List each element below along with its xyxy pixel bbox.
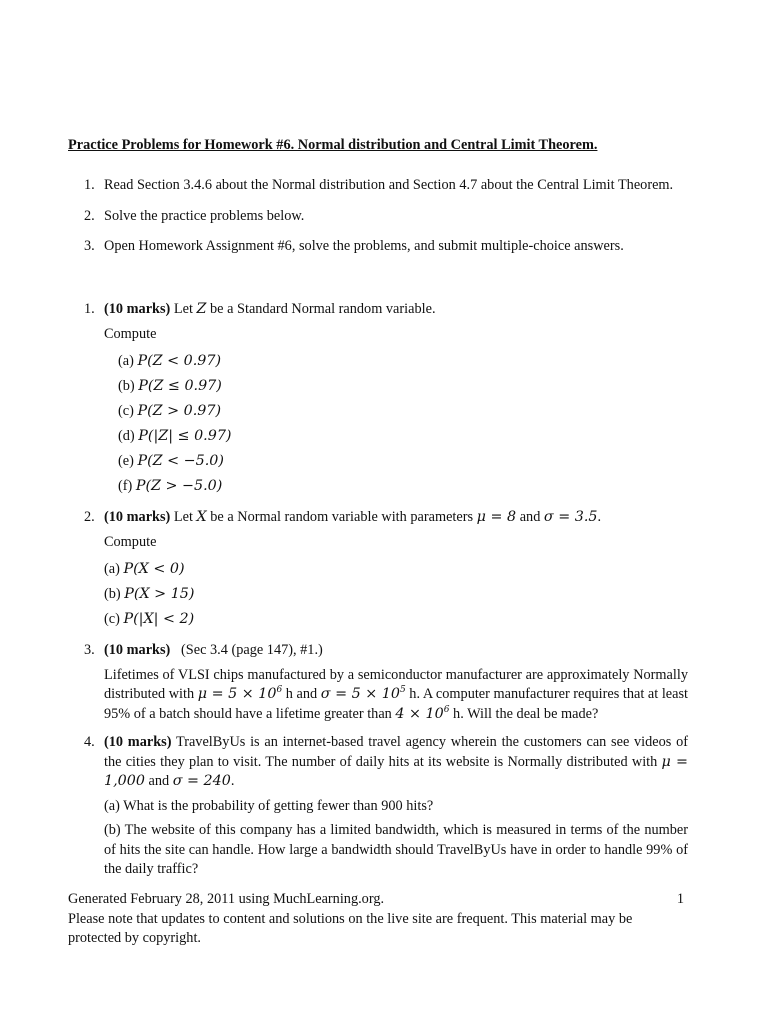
- subquestion: [104, 349, 688, 374]
- subquestion: [104, 557, 688, 582]
- problem-body: [104, 666, 688, 725]
- sub-label: (c): [118, 403, 138, 419]
- math-expression: P(|Z| ≤ 0.97): [138, 428, 232, 444]
- copyright-note: Please note that updates to content and solutions on the live site are frequent. This material may be protected by copyright.: [68, 910, 633, 946]
- math-expression: P(Z < −5.0): [137, 453, 224, 469]
- subquestion: [104, 474, 688, 499]
- statement-text: and: [516, 509, 544, 525]
- problem-2: [68, 508, 688, 632]
- step-text: Solve the practice problems below.: [104, 207, 305, 224]
- problem-marks: (10 marks): [104, 301, 171, 317]
- generated-note: Generated February 28, 2011 using MuchLearning.org.: [68, 891, 385, 907]
- math-expression: P(Z > 0.97): [137, 403, 222, 419]
- subquestion: [104, 374, 688, 399]
- math-exponent: 5: [399, 685, 406, 696]
- sub-label: (e): [118, 453, 138, 469]
- question-b: (b) The website of this company has a limited bandwidth, which is measured in terms of the number of hits the site can handle. How large a bandwidth should TravelByUs have in order to handle 99% of the daily traffic?: [104, 822, 688, 877]
- problem-1: [68, 300, 688, 499]
- math-base: 4 × 10: [395, 705, 444, 722]
- step-text: Read Section 3.4.6 about the Normal distribution and Section 4.7 about the Central Limit Theorem.: [104, 177, 674, 193]
- math-sigma: [321, 686, 406, 702]
- subquestion: [104, 424, 688, 449]
- math-expression: P(Z ≤ 0.97): [138, 378, 222, 394]
- problem-statement: [104, 300, 688, 320]
- problem-marks: (10 marks): [104, 734, 172, 750]
- sub-label: (c): [104, 611, 124, 627]
- math-expression: P(|X| < 2): [123, 611, 195, 627]
- intro-step: [68, 237, 688, 257]
- subquestion: [104, 582, 688, 607]
- problem-list: [68, 300, 688, 889]
- sub-label: (a): [104, 561, 124, 577]
- math-expression: P(Z < 0.97): [137, 353, 222, 369]
- statement-text: Let: [170, 301, 197, 317]
- statement-text: h and: [282, 686, 321, 702]
- footer-line: [68, 890, 684, 910]
- problem-4: [68, 733, 688, 880]
- intro-step: [68, 207, 688, 227]
- statement-text: .: [597, 509, 602, 525]
- subquestion: [104, 607, 688, 632]
- math-var: X: [196, 509, 207, 525]
- intro-steps: [68, 176, 688, 268]
- question-a: (a) What is the probability of getting fewer than 900 hits?: [104, 797, 434, 814]
- page-number: 1: [676, 891, 684, 907]
- math-expression: P(X < 0): [123, 561, 185, 577]
- problem-statement: [104, 641, 688, 661]
- problem-number: 3.: [84, 642, 95, 658]
- math-bound: [395, 706, 449, 722]
- problem-statement: [104, 733, 688, 792]
- math-expression: P(X > 15): [124, 586, 195, 602]
- compute-label: Compute: [104, 325, 157, 342]
- problem-marks: (10 marks): [104, 642, 171, 658]
- math-base: μ = 5 × 10: [197, 686, 277, 702]
- statement-text: and: [144, 773, 173, 789]
- step-number: 1.: [84, 177, 95, 193]
- statement-text: Lifetimes of VLSI chips manufactured by a semiconductor manufacturer are approximately Normally distributed with: [104, 666, 688, 702]
- statement-text: h. Will the deal be made?: [449, 705, 599, 722]
- math-sigma: σ = 240: [172, 773, 231, 789]
- statement-text: TravelByUs is an internet-based travel agency wherein the customers can see videos of the cities they plan to visit. The number of daily hits at its website is Normally distributed with: [104, 734, 689, 770]
- sub-label: (a): [118, 353, 138, 369]
- statement-text: Let: [170, 509, 197, 525]
- problem-3: [68, 641, 688, 724]
- math-mu: μ = 8: [476, 509, 517, 525]
- math-mu: [198, 686, 282, 702]
- statement-text: h. A computer manufacturer requires that at least 95% of a batch should have a lifetime greater than: [104, 686, 689, 722]
- math-exponent: 6: [443, 704, 450, 715]
- problem-number: 4.: [84, 734, 95, 750]
- math-sigma: σ = 3.5: [543, 509, 598, 525]
- statement-text: be a Standard Normal random variable.: [206, 301, 436, 317]
- sub-label: (d): [118, 428, 139, 444]
- problem-number: 1.: [84, 301, 95, 317]
- subquestion: [104, 399, 688, 424]
- sub-label: (f): [118, 478, 136, 494]
- math-mu: μ = 1,000: [104, 753, 688, 789]
- page-footer: [68, 890, 684, 949]
- sub-label: (b): [118, 378, 139, 394]
- compute-label: Compute: [104, 533, 157, 550]
- statement-text: be a Normal random variable with parameters: [206, 509, 477, 525]
- subquestion: [104, 449, 688, 474]
- page-title: Practice Problems for Homework #6. Normal distribution and Central Limit Theorem.: [68, 137, 598, 153]
- statement-text: .: [230, 773, 235, 789]
- step-text: Open Homework Assignment #6, solve the problems, and submit multiple-choice answers.: [104, 238, 624, 254]
- sub-label: (b): [104, 586, 125, 602]
- step-number: 3.: [84, 238, 95, 254]
- math-base: σ = 5 × 10: [320, 686, 400, 702]
- problem-marks: (10 marks): [104, 509, 171, 525]
- problem-number: 2.: [84, 509, 95, 525]
- problem-reference: (Sec 3.4 (page 147), #1.): [181, 642, 323, 658]
- step-number: 2.: [84, 207, 95, 224]
- intro-step: [68, 176, 688, 196]
- math-expression: P(Z > −5.0): [135, 478, 223, 494]
- problem-statement: [104, 508, 688, 528]
- math-var: Z: [196, 301, 207, 317]
- math-exponent: 6: [276, 685, 283, 696]
